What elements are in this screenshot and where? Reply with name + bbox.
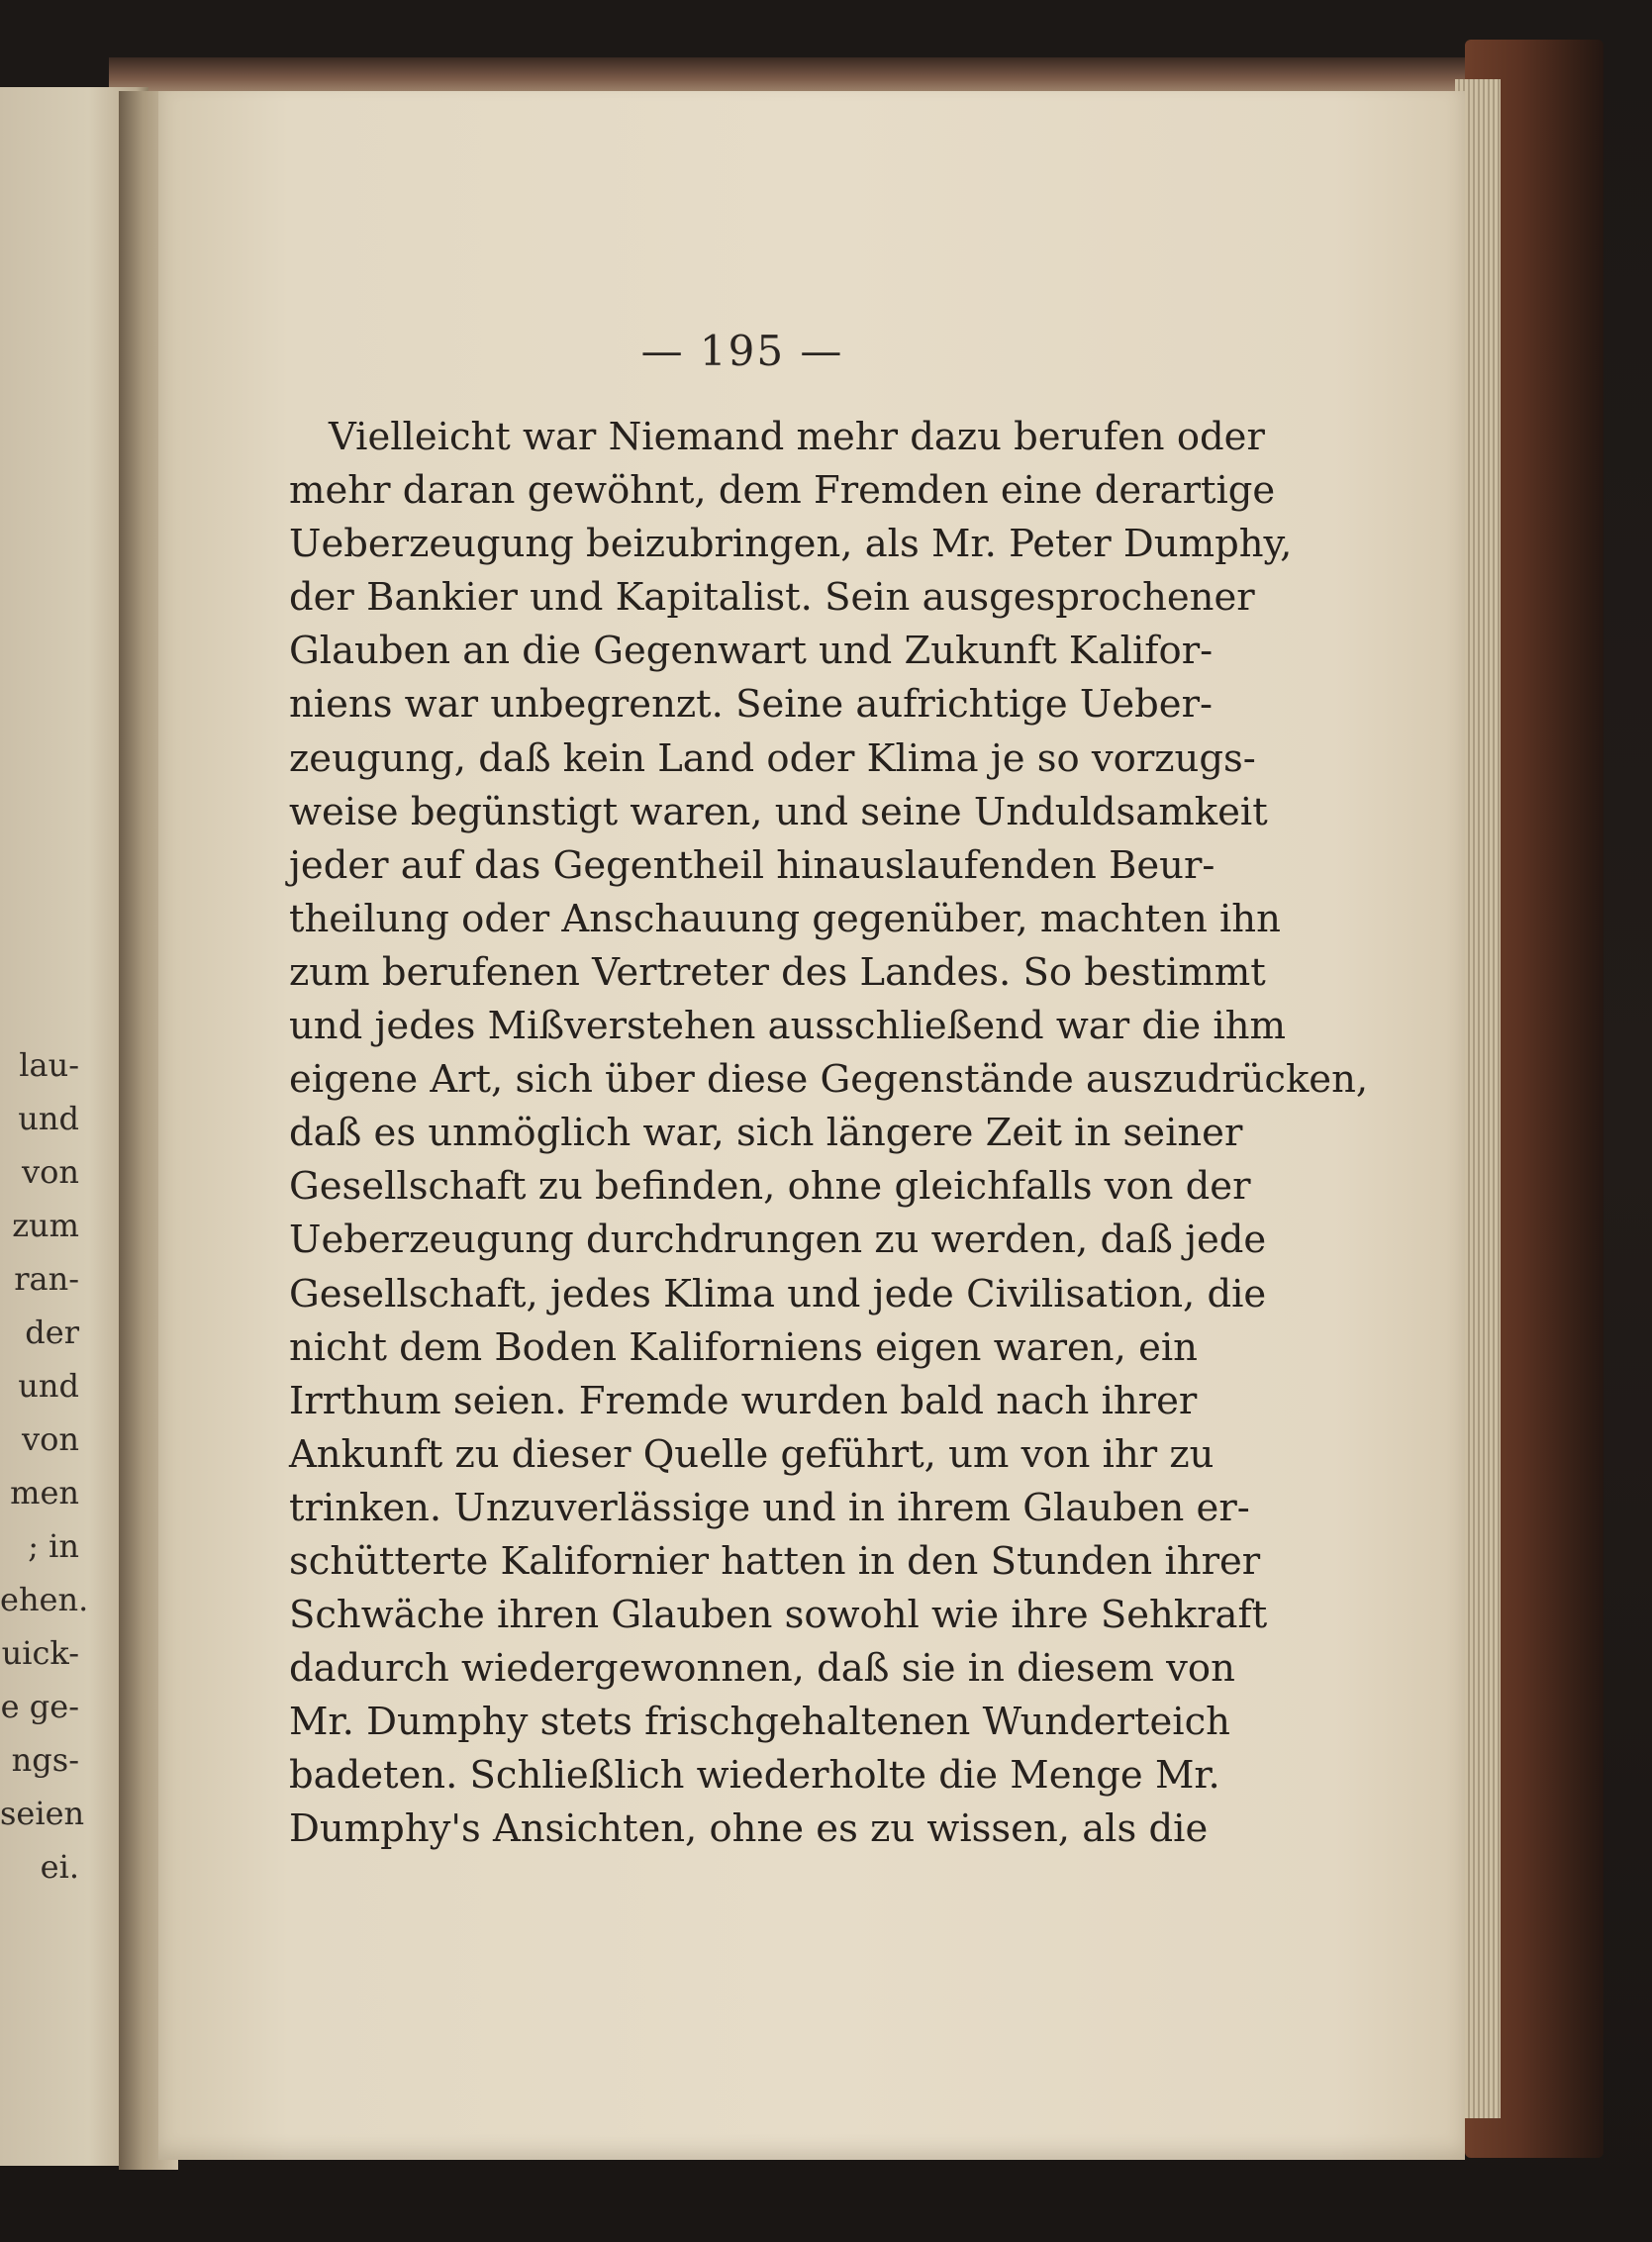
left-page-line: ehen. (0, 1581, 89, 1618)
left-page-line: lau- (19, 1046, 79, 1084)
text-line: mehr daran gewöhnt, dem Fremden eine derartige (289, 468, 1276, 514)
left-page-line: der (25, 1314, 79, 1351)
text-line: Dumphy's Ansichten, ohne es zu wissen, als die (289, 1806, 1209, 1852)
text-line: niens war unbegrenzt. Seine aufrichtige Ueber- (289, 682, 1214, 728)
text-line: jeder auf das Gegentheil hinauslaufenden Beur- (289, 842, 1215, 888)
text-line: Vielleicht war Niemand mehr dazu berufen oder (329, 415, 1265, 459)
left-page-line: und (18, 1367, 79, 1405)
text-line: theilung oder Anschauung gegenüber, machten ihn (289, 896, 1281, 941)
text-line: zum berufenen Vertreter des Landes. So bestimmt (289, 949, 1266, 995)
text-line: Gesellschaft zu befinden, ohne gleichfalls von der (289, 1164, 1251, 1210)
body-text (289, 411, 1369, 1857)
left-page-line: ; in (28, 1527, 79, 1565)
text-line: Ueberzeugung durchdrungen zu werden, daß jede (289, 1218, 1267, 1263)
left-page-line: e ge- (0, 1688, 79, 1725)
text-line: Ankunft zu dieser Quelle geführt, um von ihr zu (289, 1431, 1215, 1477)
left-page-line: von (22, 1153, 79, 1191)
text-line: eigene Art, sich über diese Gegenstände auszudrücken, (289, 1057, 1369, 1103)
text-line: zeugung, daß kein Land oder Klima je so vorzugs- (289, 735, 1256, 781)
left-page-line: von (22, 1420, 79, 1458)
left-page-line: ngs- (11, 1741, 79, 1779)
text-line: Irrthum seien. Fremde wurden bald nach ihrer (289, 1378, 1198, 1423)
text-line: schütterte Kalifornier hatten in den Stunden ihrer (289, 1538, 1261, 1584)
left-page-line: zum (12, 1207, 79, 1244)
text-line: Glauben an die Gegenwart und Zukunft Kalifor- (289, 629, 1214, 674)
text-line: Mr. Dumphy stets frischgehaltenen Wunderteich (289, 1700, 1230, 1745)
text-line: weise begünstigt waren, und seine Unduldsamkeit (289, 789, 1268, 834)
text-line: der Bankier und Kapitalist. Sein ausgesprochener (289, 575, 1255, 621)
text-line: dadurch wiedergewonnen, daß sie in diesem von (289, 1646, 1235, 1692)
text-line: trinken. Unzuverlässige und in ihrem Glauben er- (289, 1485, 1250, 1530)
left-page-line: und (18, 1100, 79, 1137)
left-page-line: ei. (40, 1848, 79, 1886)
left-page-line: ran- (14, 1260, 79, 1298)
book-cover-top-edge (109, 57, 1514, 93)
left-page-line: seien (0, 1795, 85, 1832)
text-line: und jedes Mißverstehen ausschließend war die ihm (289, 1004, 1286, 1049)
left-page-line: men (10, 1474, 79, 1511)
text-line: Ueberzeugung beizubringen, als Mr. Peter Dumphy, (289, 522, 1293, 567)
left-page-line: uick- (1, 1634, 79, 1672)
text-line: Schwäche ihren Glauben sowohl wie ihre Sehkraft (289, 1593, 1268, 1638)
text-line: Gesellschaft, jedes Klima und jede Civilisation, die (289, 1271, 1267, 1316)
text-line: badeten. Schließlich wiederholte die Menge Mr. (289, 1753, 1220, 1799)
page-number: — 195 — (640, 327, 844, 375)
text-line: nicht dem Boden Kaliforniens eigen waren, ein (289, 1324, 1198, 1370)
text-line: daß es unmöglich war, sich längere Zeit in seiner (289, 1111, 1243, 1156)
